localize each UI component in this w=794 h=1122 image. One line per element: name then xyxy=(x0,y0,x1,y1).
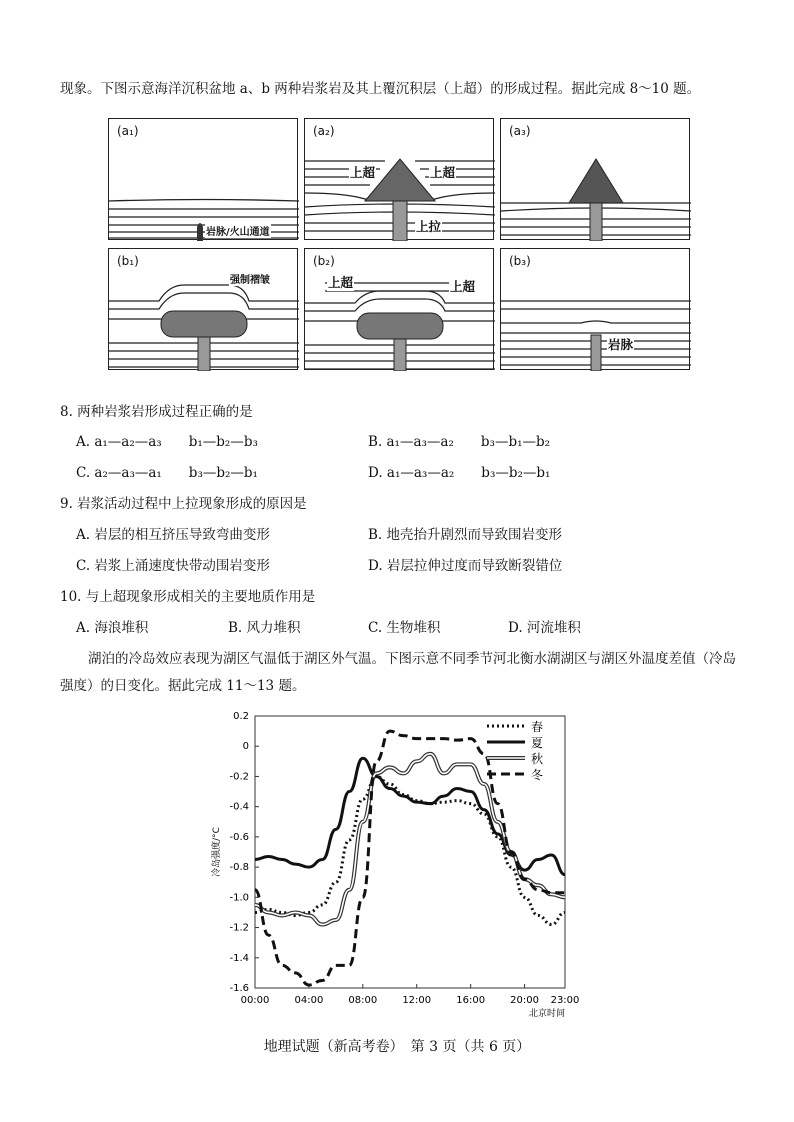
panel-a3-label: (a₃) xyxy=(509,124,531,138)
panel-b1 xyxy=(108,248,298,370)
dike-label: 岩脉/火山通道 xyxy=(205,223,271,238)
chart-svg xyxy=(205,710,590,1030)
q8-option-b[interactable]: B. a₁—a₃—a₂ b₃—b₁—b₂ xyxy=(368,434,551,450)
y-tick-label: 0.2 xyxy=(233,711,249,722)
y-axis-label: 冷岛强度/°C xyxy=(212,827,222,877)
dike-label-b3: 岩脉 xyxy=(608,337,634,352)
question-8: 8. 两种岩浆岩形成过程正确的是 xyxy=(60,404,253,420)
q9-option-a[interactable]: A. 岩层的相互挤压导致弯曲变形 xyxy=(76,527,270,543)
y-tick-label: -1.4 xyxy=(229,952,249,964)
panel-b3 xyxy=(500,248,690,370)
onlap-label-b2-left: 上超 xyxy=(328,275,354,290)
x-tick-label: 08:00 xyxy=(348,995,378,1006)
onlap-label-right: 上超 xyxy=(430,165,456,180)
geology-figure xyxy=(108,118,692,374)
q9-option-d[interactable]: D. 岩层拉伸过度而导致断裂错位 xyxy=(368,558,563,574)
intro-text: 现象。下图示意海洋沉积盆地 a、b 两种岩浆岩及其上覆沉积层（上超）的形成过程。据此完成 8～10 题。 xyxy=(60,81,701,97)
question-9: 9. 岩浆活动过程中上拉现象形成的原因是 xyxy=(60,496,307,512)
onlap-label-b2-right: 上超 xyxy=(450,279,476,294)
q10-option-c[interactable]: C. 生物堆积 xyxy=(368,620,441,636)
q8-option-c[interactable]: C. a₂—a₃—a₁ b₃—b₂—b₁ xyxy=(76,465,258,481)
legend-label-春: 春 xyxy=(531,720,544,734)
q8-option-d[interactable]: D. a₁—a₃—a₂ b₃—b₂—b₁ xyxy=(368,465,551,481)
q9-option-c[interactable]: C. 岩浆上涌速度快带动围岩变形 xyxy=(76,558,270,574)
forced-fold-label: 强制褶皱 xyxy=(229,271,271,286)
panel-a3 xyxy=(500,118,690,240)
y-tick-label: -0.2 xyxy=(229,771,249,783)
panel-a2 xyxy=(304,118,494,240)
series-line-夏 xyxy=(255,758,565,874)
passage-11-13: 湖泊的冷岛效应表现为湖区气温低于湖区外气温。下图示意不同季节河北衡水湖湖区与湖区外温度差值（冷岛强度）的日变化。据此完成 11～13 题。 xyxy=(60,651,736,694)
panel-a2-label: (a₂) xyxy=(313,124,335,138)
q10-option-b[interactable]: B. 风力堆积 xyxy=(228,620,301,636)
legend-label-夏: 夏 xyxy=(531,736,544,750)
page-footer: 地理试题（新高考卷） 第 3 页（共 6 页） xyxy=(263,1039,531,1055)
y-tick-label: -0.6 xyxy=(229,831,249,843)
y-tick-label: -1.6 xyxy=(229,983,249,994)
x-tick-label: 00:00 xyxy=(240,995,270,1006)
series-line-秋 xyxy=(255,754,565,925)
series-line-秋 xyxy=(255,754,565,925)
q10-option-d[interactable]: D. 河流堆积 xyxy=(508,620,581,636)
q10-option-a[interactable]: A. 海浪堆积 xyxy=(76,620,149,636)
y-tick-label: 0 xyxy=(242,741,249,753)
cold-island-chart xyxy=(205,710,590,1030)
q9-option-b[interactable]: B. 地壳抬升剧烈而导致围岩变形 xyxy=(368,527,563,543)
panel-a1 xyxy=(108,118,298,240)
question-10: 10. 与上超现象形成相关的主要地质作用是 xyxy=(60,589,316,605)
y-tick-label: -0.4 xyxy=(229,801,249,813)
y-tick-label: -1.2 xyxy=(229,922,249,934)
x-tick-label: 23:00 xyxy=(550,995,580,1006)
x-tick-label: 16:00 xyxy=(456,995,486,1006)
legend-label-冬: 冬 xyxy=(531,768,544,782)
y-tick-label: -1.0 xyxy=(229,892,249,904)
panel-a1-label: (a₁) xyxy=(117,124,139,138)
y-tick-label: -0.8 xyxy=(229,862,249,874)
x-axis-label: 北京时间 xyxy=(528,1009,565,1019)
x-tick-label: 12:00 xyxy=(402,995,432,1006)
q8-option-a[interactable]: A. a₁—a₂—a₃ b₁—b₂—b₃ xyxy=(76,434,258,450)
x-tick-label: 20:00 xyxy=(510,995,539,1006)
legend-label-秋: 秋 xyxy=(531,752,544,766)
onlap-label-left: 上超 xyxy=(350,165,376,180)
panel-b1-label: (b₁) xyxy=(117,254,139,268)
panel-b2 xyxy=(304,248,494,370)
x-tick-label: 04:00 xyxy=(294,995,324,1006)
uplift-label: 上拉 xyxy=(416,219,442,234)
panel-b2-label: (b₂) xyxy=(313,254,335,268)
panel-b3-label: (b₃) xyxy=(509,254,531,268)
